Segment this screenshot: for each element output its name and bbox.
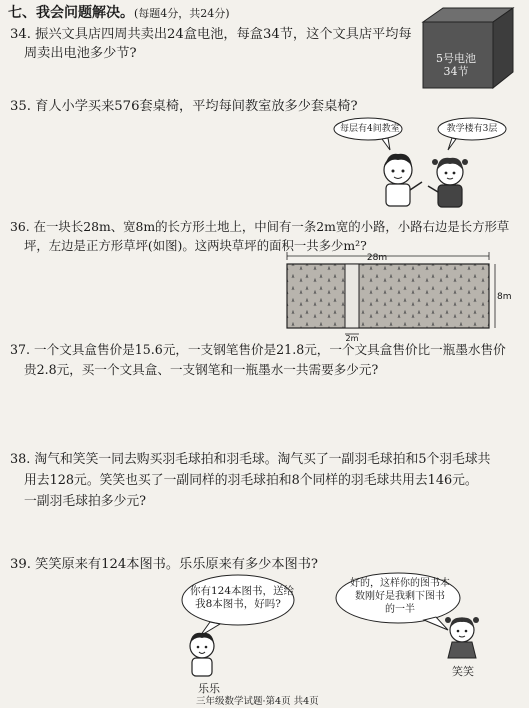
- q35-bubble-right-text: 教学楼有3层: [446, 124, 498, 134]
- page-footer: 三年级数学试题·第4页 共4页: [196, 696, 319, 707]
- lele-figure: [190, 633, 214, 676]
- section-score-note: (每题4分，共24分): [134, 7, 230, 20]
- girl-figure: [428, 158, 468, 207]
- bubble-right-line2: 数刚好是我剩下图书: [355, 591, 445, 602]
- name-lele: 乐乐: [198, 682, 220, 695]
- label-28m: 28m: [366, 253, 388, 263]
- path-strip: [345, 264, 359, 328]
- q39-line1: 39. 笑笑原来有124本图书。乐乐原来有多少本图书?: [10, 557, 318, 572]
- q34-line1: 34. 振兴文具店四周共卖出24盒电池，每盒34节，这个文具店平均每: [10, 27, 412, 42]
- q35-bubble-left-text: 每层有4间教室: [340, 124, 400, 134]
- battery-box-label: [423, 52, 489, 78]
- q35-line1: 35. 育人小学买来576套桌椅，平均每间教室放多少套桌椅?: [10, 99, 358, 114]
- q36-line2: 坪，左边是正方形草坪(如图)。这两块草坪的面积一共多少m²?: [24, 238, 367, 253]
- section-title: [8, 5, 230, 22]
- bubble-right-line3: 的一半: [385, 604, 415, 615]
- battery-box-label-1: 5号电池: [436, 52, 476, 65]
- section-title-text: 七、我会问题解决。: [8, 5, 134, 21]
- q34-line2: 周卖出电池多少节?: [24, 46, 137, 61]
- battery-box-label-2: 34节: [443, 65, 469, 78]
- q37-line1: 37. 一个文具盒售价是15.6元，一支钢笔售价是21.8元，一个文具盒售价比一瓶墨水售价: [10, 342, 506, 357]
- bubble-left-line2: 我8本图书，好吗?: [195, 598, 281, 610]
- q38-line2: 用去128元。笑笑也买了一副同样的羽毛球拍和8个同样的羽毛球共用去146元。: [24, 473, 478, 488]
- q39-bubble-left-text: [190, 585, 295, 611]
- q39-bubble-right-text: [344, 577, 456, 616]
- name-xiaoxiao: 笑笑: [452, 665, 474, 678]
- boy-figure: [384, 154, 422, 206]
- lawn-rectangle: [287, 264, 489, 328]
- bubble-right-line1: 好的，这样你的图书本: [350, 578, 450, 589]
- xiaoxiao-figure: [445, 617, 479, 658]
- label-2m: 2m: [345, 334, 359, 342]
- lawn-diagram: [283, 250, 513, 342]
- q38-line3: 一副羽毛球拍多少元?: [24, 494, 147, 509]
- bubble-left-line1: 你有124本图书，送给: [190, 585, 295, 597]
- label-8m: 8m: [497, 292, 512, 302]
- q37-line2: 贵2.8元，买一个文具盒、一支钢笔和一瓶墨水一共需要多少元?: [24, 362, 379, 377]
- q38-line1: 38. 淘气和笑笑一同去购买羽毛球拍和羽毛球。淘气买了一副羽毛球拍和5个羽毛球共: [10, 452, 491, 467]
- q36-line1: 36. 在一块长28m、宽8m的长方形土地上，中间有一条2m宽的小路，小路右边是长方形草: [10, 219, 510, 234]
